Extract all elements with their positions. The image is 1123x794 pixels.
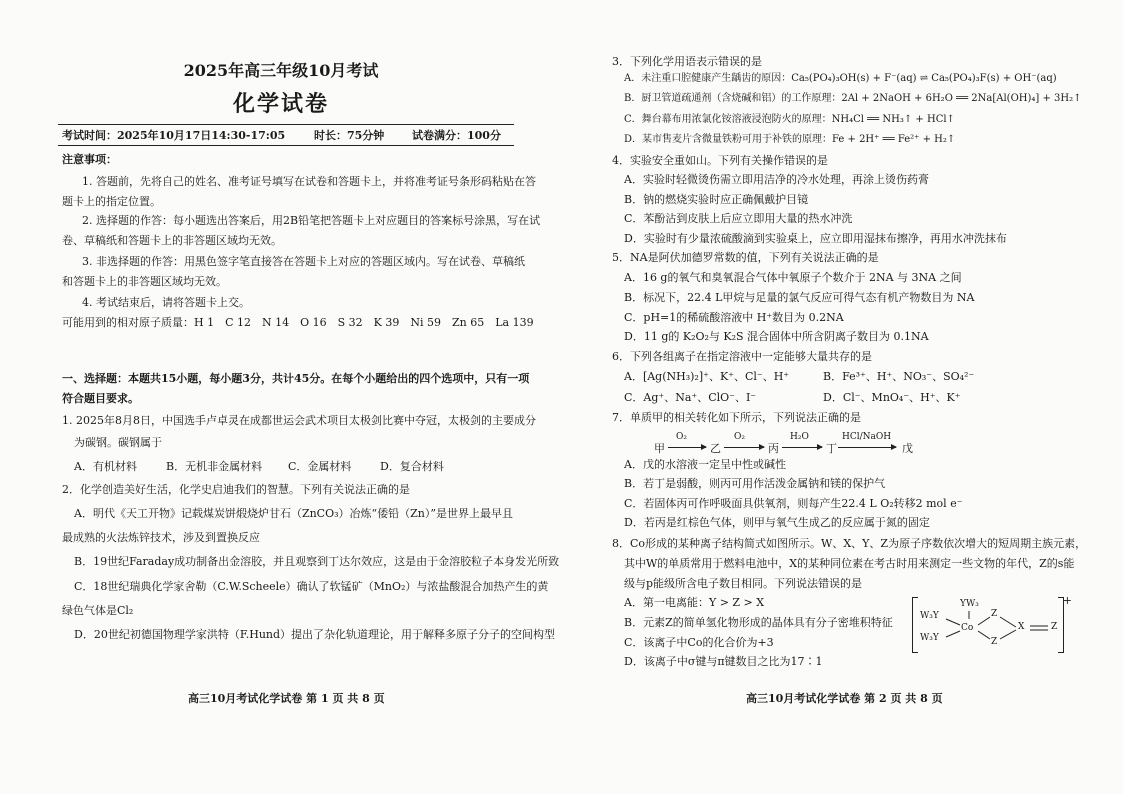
divider-bottom [58,145,514,146]
q2-option-line: A．明代《天工开物》记载煤炭饼煅烧炉甘石（ZnCO₃）冶炼“倭铅（Zn）”是世界上最早且 [74,507,513,520]
exam-full-score: 试卷满分：100分 [412,129,501,142]
atom-z: Z [991,637,998,647]
species-jia: 甲 [654,442,665,455]
notice-line: 4. 考试结束后，请将答题卡上交。 [82,296,250,309]
reagent-label: HCl/NaOH [842,432,892,442]
conversion-chain-diagram [654,432,934,455]
arrow-icon [668,447,706,448]
q4-option-line: D．实验时有少量浓硫酸滴到实验桌上，应立即用湿抹布擦净，再用水冲洗抹布 [624,232,1007,245]
notice-line: 卷、草稿纸和答题卡上的非答题区域均无效。 [62,234,282,247]
notice-line: 题卡上的指定位置。 [62,195,161,208]
q6-option: B．Fe³⁺、H⁺、NO₃⁻、SO₄²⁻ [823,370,975,383]
q5-option-line: D．11 g的 K₂O₂与 K₂S 混合固体中所含阴离子数目为 0.1NA [624,330,929,343]
species-ding: 丁 [826,442,837,455]
atomic-mass-list: 可能用到的相对原子质量：H 1 C 12 N 14 O 16 S 32 K 39 Ni 59 Zn 65 La 139 [62,316,534,329]
q3-option-line: A．未注重口腔健康产生龋齿的原因：Ca₅(PO₄)₃OH(s) + F⁻(aq) ⇌ Ca₅(PO₄)₃F(s) + OH⁻(aq) [624,73,1057,84]
notice-title: 注意事项： [62,153,117,166]
question-8: 级与p能级所含电子数目相同。下列说法错误的是 [624,577,863,590]
section-heading: 一、选择题：本题共15小题，每小题3分，共计45分。在每个小题给出的四个选项中，只有一项 [62,372,530,385]
ligand-w3y: W₃Y [920,611,939,621]
q2-option-line: C．18世纪瑞典化学家舍勒（C.W.Scheele）确认了软锰矿（MnO₂）与浓盐酸混合加热产生的黄 [74,580,549,593]
q2-option-line: 绿色气体是Cl₂ [62,604,134,617]
q8-option-line: C．该离子中Co的化合价为+3 [624,636,774,649]
question-1: 为碳钢。碳钢属于 [74,436,162,449]
atom-z: Z [1051,622,1058,632]
divider-top [58,124,514,125]
q1-option: A．有机材料 [74,460,137,473]
q3-option-line: C．舞台幕布用浓氯化铵溶液浸泡防火的原理：NH₄Cl ══ NH₃↑ + HCl↑ [624,114,955,125]
q4-option-line: B．钠的燃烧实验时应正确佩戴护目镜 [624,193,809,206]
atom-co: Co [961,623,974,633]
q1-option: B．无机非金属材料 [166,460,263,473]
q6-option: D．Cl⁻、MnO₄⁻、H⁺、K⁺ [823,391,961,404]
question-4: 4．实验安全重如山。下列有关操作错误的是 [612,154,828,167]
reagent-label: H₂O [790,432,809,442]
q3-option-line: B．厨卫管道疏通剂（含烧碱和铝）的工作原理：2Al + 2NaOH + 6H₂O ══ 2Na[Al(OH)₄] + 3H₂↑ [624,93,1082,104]
species-wu: 戊 [902,442,913,455]
q6-option: A．[Ag(NH₃)₂]⁺、K⁺、Cl⁻、H⁺ [624,370,790,383]
q8-option-line: A．第一电离能：Y > Z > X [624,596,765,609]
q5-option-line: A．16 g的氧气和臭氧混合气体中氧原子个数介于 2NA 与 3NA 之间 [624,271,962,284]
q5-option-line: C．pH=1的稀硫酸溶液中 H⁺数目为 0.2NA [624,311,844,324]
q7-option-line: C．若固体丙可作呼吸面具供氧剂，则每产生22.4 L O₂转移2 mol e⁻ [624,497,963,510]
species-yi: 乙 [710,442,721,455]
page-footer: 高三10月考试化学试卷 第 1 页 共 8 页 [188,692,385,705]
q6-option: C．Ag⁺、Na⁺、ClO⁻、I⁻ [624,391,757,404]
question-8: 其中W的单质常用于燃料电池中，X的某种同位素在考古时用来测定一些文物的年代，Z的s能 [624,557,1075,570]
exam-title: 2025年高三年级10月考试 [183,61,379,80]
co-complex-structure [912,594,1072,653]
q1-option: D．复合材料 [380,460,444,473]
question-7: 7．单质甲的相关转化如下所示，下列说法正确的是 [612,411,861,424]
notice-line: 2. 选择题的作答：每小题选出答案后，用2B铅笔把答题卡上对应题目的答案标号涂黑，写在试 [82,214,541,227]
section-heading: 符合题目要求。 [62,392,139,405]
q3-option-line: D．某市售麦片含微量铁粉可用于补铁的原理：Fe + 2H⁺ ══ Fe²⁺ + H₂↑ [624,134,956,145]
arrow-icon [724,447,764,448]
notice-line: 1. 答题前，先将自己的姓名、准考证号填写在试卷和答题卡上，并将准考证号条形码粘贴在答 [82,175,536,188]
q5-option-line: B．标况下，22.4 L甲烷与足量的氯气反应可得气态有机产物数目为 NA [624,291,975,304]
question-5: 5．NA是阿伏加德罗常数的值，下列有关说法正确的是 [612,251,879,264]
ligand-yw3: YW₃ [960,599,979,609]
question-1: 1. 2025年8月8日，中国选手卢卓灵在成都世运会武术项目太极剑比赛中夺冠，太极剑的主要成分 [62,414,536,427]
reagent-label: O₂ [734,432,745,442]
notice-line: 和答题卡上的非答题区域均无效。 [62,275,227,288]
q7-option-line: A．戊的水溶液一定呈中性或碱性 [624,458,786,471]
page-footer: 高三10月考试化学试卷 第 2 页 共 8 页 [746,692,943,705]
atom-z: Z [991,609,998,619]
notice-line: 3. 非选择题的作答：用黑色签字笔直接答在答题卡上对应的答题区域内。写在试卷、草稿纸 [82,255,525,268]
q2-option-line: 最成熟的火法炼锌技术，涉及到置换反应 [62,531,260,544]
charge-sign: + [1062,594,1072,607]
atom-x: X [1018,622,1025,632]
q1-option: C．金属材料 [288,460,352,473]
question-6: 6．下列各组离子在指定溶液中一定能够大量共存的是 [612,350,872,363]
subject-title: 化学试卷 [232,91,329,117]
q8-option-line: D．该离子中σ键与π键数目之比为17∶1 [624,655,823,668]
q8-option-line: B．元素Z的简单氢化物形成的晶体具有分子密堆积特征 [624,616,893,629]
q4-option-line: A．实验时轻微烫伤需立即用洁净的冷水处理，再涂上烫伤药膏 [624,173,929,186]
q2-option-line: B．19世纪Faraday成功制备出金溶胶，并且观察到丁达尔效应，这是由于金溶胶粒子本身发光所致 [74,555,560,568]
q4-option-line: C．苯酚沾到皮肤上后应立即用大量的热水冲洗 [624,212,853,225]
ligand-w3y: W₃Y [920,633,939,643]
exam-duration: 时长：75分钟 [314,129,385,142]
question-2: 2．化学创造美好生活，化学史启迪我们的智慧。下列有关说法正确的是 [62,483,410,496]
arrow-icon [838,447,896,448]
question-3: 3．下列化学用语表示错误的是 [612,55,762,68]
q7-option-line: D．若丙是红棕色气体，则甲与氧气生成乙的反应属于氮的固定 [624,516,930,529]
exam-time: 考试时间：2025年10月17日14:30-17:05 [62,129,286,142]
q7-option-line: B．若丁是弱酸，则丙可用作活泼金属钠和镁的保护气 [624,477,886,490]
arrow-icon [782,447,822,448]
q2-option-line: D．20世纪初德国物理学家洪特（F.Hund）提出了杂化轨道理论，用于解释多原子分子的空间构型 [74,628,556,641]
species-bing: 丙 [768,442,779,455]
question-8: 8．Co形成的某种离子结构简式如图所示。W、X、Y、Z为原子序数依次增大的短周期主族元素， [612,537,1087,550]
reagent-label: O₂ [676,432,687,442]
